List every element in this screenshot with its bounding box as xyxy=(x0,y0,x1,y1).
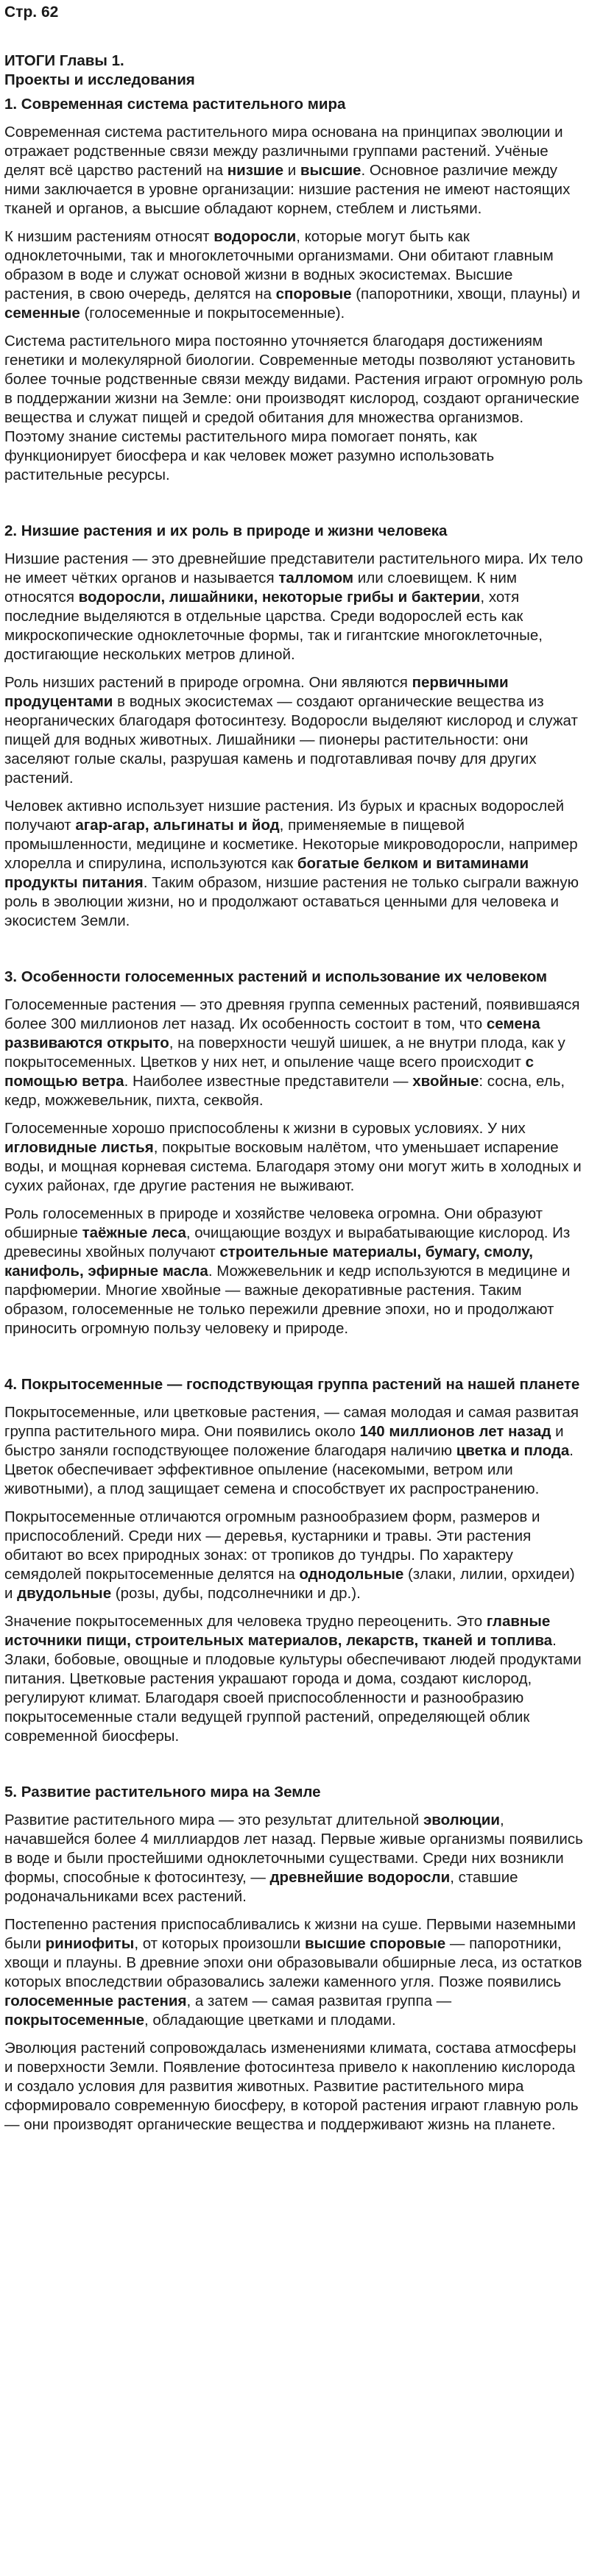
bold-term: высшие споровые xyxy=(305,1935,446,1952)
paragraph xyxy=(4,1811,585,1906)
text-run: Эволюция растений сопровождалась изменениями климата, состава атмосферы и поверхности Земли. Появление фотосинтеза привело к накоплению кислорода и создало условия для развития животных. Развитие растительного мира сформировало современную биосферу, в которой растения играют главную роль — они производят органические вещества и поддерживают жизнь на планете. xyxy=(4,2040,579,2133)
bold-term: водоросли, лишайники, некоторые грибы и бактерии xyxy=(78,589,481,606)
text-run: Покрытосеменные отличаются огромным разнообразием форм, размеров и приспособлений. Среди них — деревья, кустарники и травы. Эти растения обитают во всех природных зонах: от тропиков до тундры. По характеру семядолей покрытосеменные делятся на xyxy=(4,1508,540,1583)
bold-term: древнейшие водоросли xyxy=(269,1869,451,1886)
bold-term: низшие xyxy=(227,162,283,179)
paragraph xyxy=(4,2039,585,2135)
text-run: Постепенно растения приспосабливались к жизни на суше. Первыми наземными были xyxy=(4,1916,576,1952)
text-run: Голосеменные растения — это древняя группа семенных растений, появившаяся более 300 миллионов лет назад. Их особенность состоит в том, что xyxy=(4,996,580,1032)
bold-term: однодольные xyxy=(299,1566,404,1583)
text-run: и быстро заняли господствующее положение благодаря наличию xyxy=(4,1423,564,1459)
bold-term: семенные xyxy=(4,305,80,322)
bold-term: таёжные леса xyxy=(82,1224,186,1241)
section-title: 4. Покрытосеменные — господствующая группа растений на нашей планете xyxy=(4,1376,580,1393)
paragraph xyxy=(4,1119,585,1196)
text-run: . Цветок обеспечивает эффективное опыление (насекомыми, ветром или животными), а плод защищает семена и способствует их распространению. xyxy=(4,1442,574,1497)
text-run: Значение покрытосеменных для человека трудно переоценить. Это xyxy=(4,1613,487,1630)
paragraph xyxy=(4,1612,585,1746)
text-run: , очищающие воздух и вырабатывающие кислород. Из древесины хвойных получают xyxy=(4,1224,571,1260)
text-run: . Злаки, бобовые, овощные и плодовые культуры обеспечивают людей продуктами питания. Цветковые растения украшают города и дома, создают кислород, регулируют климат. Благодаря своей приспособленности и разнообразию покрытосеменные стали ведущей группой растений, определяющей облик современной биосферы. xyxy=(4,1632,582,1745)
paragraph xyxy=(4,1204,585,1338)
section-spacer xyxy=(4,1755,585,1783)
text-run: (злаки, лилии, орхидеи) и xyxy=(4,1566,575,1602)
text-run: и xyxy=(283,162,300,179)
text-run: в водных экосистемах — создают органические вещества из неорганических благодаря фотосинтезу. Водоросли выделяют кислород и служат пищей для водных животных. Лишайники — пионеры растительности: они заселяют голые скалы, разрушая камень и подготавливая почву для других растений. xyxy=(4,693,578,787)
text-run: , обладающие цветками и плодами. xyxy=(144,2012,396,2029)
text-run: (розы, дубы, подсолнечники и др.). xyxy=(111,1585,361,1602)
section-spacer xyxy=(4,1347,585,1375)
section-title: 2. Низшие растения и их роль в природе и жизни человека xyxy=(4,522,448,539)
bold-term: хвойные xyxy=(412,1073,479,1090)
text-run: Система растительного мира постоянно уточняется благодаря достижениям генетики и молекулярной биологии. Современные методы позволяют установить более точные родственные связи между видами. Растения играют огромную роль в поддержании жизни на Земле: они производят кислород, создают органические вещества и служат пищей и средой обитания для множества организмов. Поэтому знание системы растительного мира помогает понять, как функционирует биосфера и как человек может разумно использовать растительные ресурсы. xyxy=(4,333,583,483)
bold-term: высшие xyxy=(300,162,361,179)
subtitle: Проекты и исследования xyxy=(4,71,195,88)
text-run: — папоротники, хвощи и плауны. В древние эпохи они образовывали обширные леса, из остатков которых впоследствии образовались залежи каменного угля. Позже появились xyxy=(4,1935,582,1990)
section-title: 5. Развитие растительного мира на Земле xyxy=(4,1784,321,1800)
section-2 xyxy=(4,522,585,931)
bold-term: агар-агар, альгинаты и йод xyxy=(75,817,280,834)
text-run: , покрытые восковым налётом, что уменьшает испарение воды, и мощная корневая система. Благодаря этому они могут жить в холодных и сухих районах, где другие растения не выживают. xyxy=(4,1139,582,1194)
bold-term: двудольные xyxy=(17,1585,112,1602)
bold-term: водоросли xyxy=(214,228,297,245)
text-run: , на поверхности чешуй шишек, а не внутри плода, как у покрытосеменных. Цветков у них нет, и опыление чаще всего происходит xyxy=(4,1035,565,1071)
bold-term: игловидные листья xyxy=(4,1139,154,1156)
paragraph xyxy=(4,1915,585,2030)
section-title: 3. Особенности голосеменных растений и использование их человеком xyxy=(4,968,548,985)
section-3 xyxy=(4,968,585,1338)
text-run: Покрытосеменные, или цветковые растения, — самая молодая и самая развитая группа растительного мира. Они появились около xyxy=(4,1404,579,1440)
text-run: , а затем — самая развитая группа — xyxy=(186,1993,452,2009)
paragraph xyxy=(4,332,585,485)
bold-term: споровые xyxy=(275,285,352,302)
bold-term: первичными продуцентами xyxy=(4,674,509,710)
paragraph xyxy=(4,123,585,219)
text-run: К низшим растениям относят xyxy=(4,228,214,245)
paragraph xyxy=(4,797,585,931)
text-run: . Можжевельник и кедр используются в медицине и парфюмерии. Многие хвойные — важные декоративные растения. Таким образом, голосеменные не только пережили древние эпохи, но и продолжают приносить огромную пользу человеку и природе. xyxy=(4,1263,571,1337)
text-run: или слоевищем. К ним относятся xyxy=(4,570,517,606)
text-run: , хотя последние выделяются в отдельные царства. Среди водорослей есть как микроскопические одноклеточные формы, так и гигантские многоклеточные, достигающие нескольких метров длиной. xyxy=(4,589,543,663)
paragraph xyxy=(4,227,585,323)
bold-term: цветка и плода xyxy=(456,1442,570,1459)
text-run: , применяемые в пищевой промышленности, медицине и косметике. Некоторые микроводоросли, например хлорелла и спирулина, используются как xyxy=(4,817,578,872)
paragraph xyxy=(4,673,585,788)
text-run: (папоротники, хвощи, плауны) и xyxy=(351,285,580,302)
text-run: , от которых произошли xyxy=(134,1935,306,1952)
text-run: , ставшие родоначальниками всех растений. xyxy=(4,1869,518,1905)
page-number: Стр. 62 xyxy=(4,4,59,21)
bold-term: семена развиваются открыто xyxy=(4,1015,540,1051)
text-run: , начавшейся более 4 миллиардов лет назад. Первые живые организмы появились в воде и были простейшими одноклеточными существами. Среди них возникли формы, способные к фотосинтезу, — xyxy=(4,1812,583,1886)
section-4 xyxy=(4,1375,585,1746)
bold-term: 140 миллионов лет назад xyxy=(359,1423,551,1440)
text-run: Роль низших растений в природе огромна. Они являются xyxy=(4,674,412,691)
bold-term: богатые белком и витаминами продукты питания xyxy=(4,855,529,891)
text-run: . Основное различие между ними заключается в уровне организации: низшие растения не имеют настоящих тканей и органов, а высшие обладают корнем, стеблем и листьями. xyxy=(4,162,571,217)
text-run: Роль голосеменных в природе и хозяйстве человека огромна. Они образуют обширные xyxy=(4,1205,543,1241)
paragraph xyxy=(4,1508,585,1603)
paragraph xyxy=(4,996,585,1110)
text-run: : сосна, ель, кедр, можжевельник, пихта, секвойя. xyxy=(4,1073,565,1109)
text-run: , которые могут быть как одноклеточными, так и многоклеточными организмами. Они обитают главным образом в воде и служат основой жизни в водных экосистемах. Высшие растения, в свою очередь, делятся на xyxy=(4,228,554,302)
text-run: Современная система растительного мира основана на принципах эволюции и отражает родственные связи между различными группами растений. Учёные делят всё царство растений на xyxy=(4,124,563,179)
section-spacer xyxy=(4,940,585,968)
section-title: 1. Современная система растительного мира xyxy=(4,96,346,113)
section-5 xyxy=(4,1783,585,2135)
text-run: Человек активно использует низшие растения. Из бурых и красных водорослей получают xyxy=(4,798,565,834)
bold-term: с помощью ветра xyxy=(4,1054,535,1090)
text-run: (голосеменные и покрытосеменные). xyxy=(80,305,345,322)
chapter-title: ИТОГИ Главы 1. xyxy=(4,52,124,69)
text-run: Голосеменные хорошо приспособлены к жизни в суровых условиях. У них xyxy=(4,1120,526,1137)
section-1 xyxy=(4,95,585,485)
section-spacer xyxy=(4,494,585,522)
bold-term: покрытосеменные xyxy=(4,2012,144,2029)
bold-term: строительные материалы, бумагу, смолу, канифоль, эфирные масла xyxy=(4,1243,533,1280)
bold-term: риниофиты xyxy=(45,1935,135,1952)
paragraph xyxy=(4,550,585,664)
paragraph xyxy=(4,1403,585,1499)
sections-container xyxy=(4,95,585,2135)
bold-term: голосеменные растения xyxy=(4,1993,187,2009)
text-run: Развитие растительного мира — это результат длительной xyxy=(4,1812,423,1828)
text-run: . Таким образом, низшие растения не только сыграли важную роль в эволюции жизни, но и продолжают оставаться ценными для человека и экосистем Земли. xyxy=(4,874,579,929)
bold-term: эволюции xyxy=(423,1812,500,1828)
bold-term: талломом xyxy=(278,570,354,586)
bold-term: главные источники пищи, строительных материалов, лекарств, тканей и топлива xyxy=(4,1613,553,1649)
text-run: . Наиболее известные представители — xyxy=(124,1073,413,1090)
text-run: Низшие растения — это древнейшие представители растительного мира. Их тело не имеет чётких органов и называется xyxy=(4,550,583,586)
